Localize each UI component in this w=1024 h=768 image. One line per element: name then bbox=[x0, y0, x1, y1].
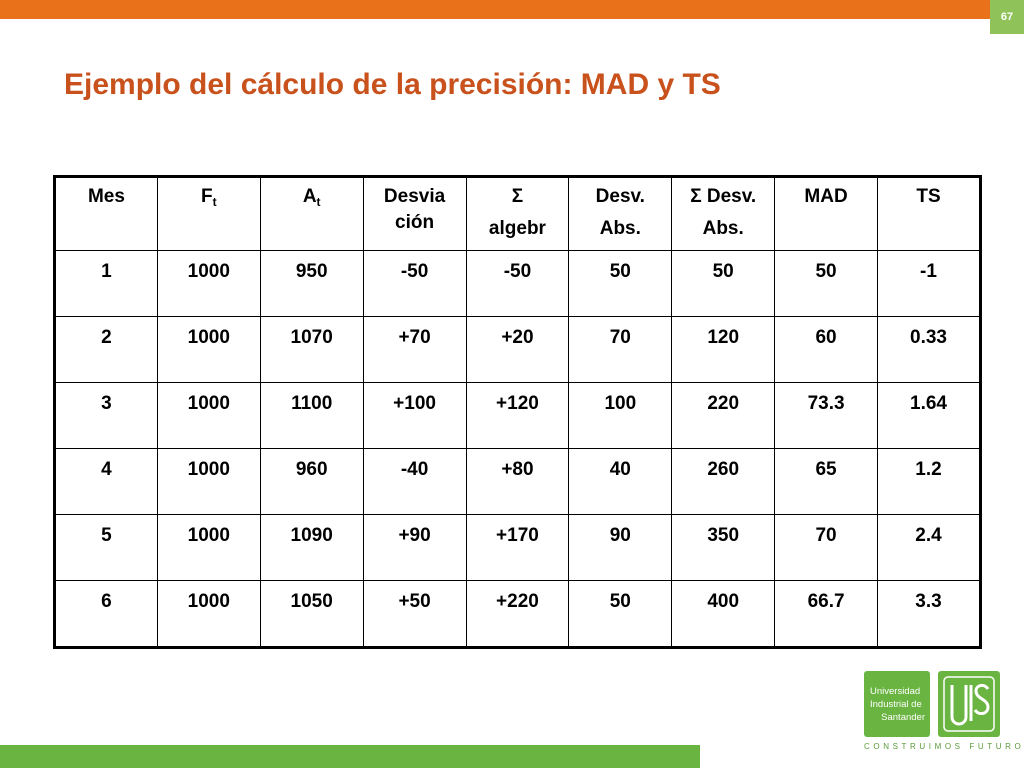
cell-at: 950 bbox=[260, 251, 363, 317]
cell-mes: 6 bbox=[55, 581, 158, 648]
bottom-accent-bar bbox=[0, 745, 700, 768]
header-desviacion: Desvia ción bbox=[363, 177, 466, 251]
cell-ft: 1000 bbox=[157, 317, 260, 383]
cell-at: 960 bbox=[260, 449, 363, 515]
cell-sigma-algebr: +170 bbox=[466, 515, 569, 581]
cell-mes: 4 bbox=[55, 449, 158, 515]
cell-mad: 70 bbox=[775, 515, 878, 581]
table-header-row bbox=[55, 177, 981, 251]
cell-mad: 66.7 bbox=[775, 581, 878, 648]
cell-desv-abs: 70 bbox=[569, 317, 672, 383]
page-number: 67 bbox=[990, 0, 1024, 34]
cell-mes: 1 bbox=[55, 251, 158, 317]
cell-sigma-algebr: -50 bbox=[466, 251, 569, 317]
table-row bbox=[55, 515, 981, 581]
cell-desviacion: +70 bbox=[363, 317, 466, 383]
cell-desviacion: +50 bbox=[363, 581, 466, 648]
logo-line: Santander bbox=[881, 711, 925, 723]
cell-at: 1100 bbox=[260, 383, 363, 449]
cell-mad: 50 bbox=[775, 251, 878, 317]
cell-sigma-desv-abs: 350 bbox=[672, 515, 775, 581]
cell-mes: 2 bbox=[55, 317, 158, 383]
cell-ft: 1000 bbox=[157, 383, 260, 449]
header-actual: $A_t$ bbox=[260, 177, 363, 251]
header-mad: MAD bbox=[775, 177, 878, 251]
cell-at: 1070 bbox=[260, 317, 363, 383]
cell-ft: 1000 bbox=[157, 449, 260, 515]
header-mes: Mes bbox=[55, 177, 158, 251]
cell-ts: 1.64 bbox=[878, 383, 981, 449]
table-row bbox=[55, 383, 981, 449]
cell-at: 1050 bbox=[260, 581, 363, 648]
cell-ft: 1000 bbox=[157, 251, 260, 317]
mad-ts-table bbox=[53, 175, 982, 649]
cell-ft: 1000 bbox=[157, 515, 260, 581]
cell-mes: 5 bbox=[55, 515, 158, 581]
cell-ts: -1 bbox=[878, 251, 981, 317]
logo-line: Universidad bbox=[870, 685, 921, 697]
cell-desviacion: -50 bbox=[363, 251, 466, 317]
cell-sigma-desv-abs: 50 bbox=[672, 251, 775, 317]
header-sigma-desv-abs: Σ Desv. Abs. bbox=[672, 177, 775, 251]
cell-sigma-desv-abs: 120 bbox=[672, 317, 775, 383]
top-accent-bar bbox=[0, 0, 990, 19]
slide-title: Ejemplo del cálculo de la precisión: MAD y TS bbox=[64, 68, 721, 101]
cell-sigma-desv-abs: 260 bbox=[672, 449, 775, 515]
cell-sigma-algebr: +120 bbox=[466, 383, 569, 449]
logo-tagline: CONSTRUIMOS FUTURO bbox=[864, 742, 1024, 751]
cell-desviacion: +90 bbox=[363, 515, 466, 581]
table-row bbox=[55, 581, 981, 648]
cell-desv-abs: 90 bbox=[569, 515, 672, 581]
cell-mes: 3 bbox=[55, 383, 158, 449]
cell-at: 1090 bbox=[260, 515, 363, 581]
logo-line: Industrial de bbox=[870, 698, 922, 710]
table-row bbox=[55, 449, 981, 515]
header-desv-abs: Desv. Abs. bbox=[569, 177, 672, 251]
header-forecast: $F_t$ bbox=[157, 177, 260, 251]
cell-ts: 0.33 bbox=[878, 317, 981, 383]
university-logo-text bbox=[864, 671, 930, 737]
cell-sigma-algebr: +220 bbox=[466, 581, 569, 648]
cell-sigma-algebr: +80 bbox=[466, 449, 569, 515]
table-row bbox=[55, 251, 981, 317]
cell-desv-abs: 50 bbox=[569, 581, 672, 648]
uis-logo-icon bbox=[938, 671, 1000, 737]
cell-mad: 60 bbox=[775, 317, 878, 383]
cell-sigma-desv-abs: 220 bbox=[672, 383, 775, 449]
cell-desviacion: +100 bbox=[363, 383, 466, 449]
cell-ts: 1.2 bbox=[878, 449, 981, 515]
header-sigma-algebr: Σ algebr bbox=[466, 177, 569, 251]
cell-ts: 3.3 bbox=[878, 581, 981, 648]
cell-mad: 73.3 bbox=[775, 383, 878, 449]
header-ts: TS bbox=[878, 177, 981, 251]
cell-ft: 1000 bbox=[157, 581, 260, 648]
cell-sigma-desv-abs: 400 bbox=[672, 581, 775, 648]
cell-sigma-algebr: +20 bbox=[466, 317, 569, 383]
cell-desv-abs: 40 bbox=[569, 449, 672, 515]
table-row bbox=[55, 317, 981, 383]
cell-desviacion: -40 bbox=[363, 449, 466, 515]
cell-mad: 65 bbox=[775, 449, 878, 515]
cell-desv-abs: 50 bbox=[569, 251, 672, 317]
cell-ts: 2.4 bbox=[878, 515, 981, 581]
cell-desv-abs: 100 bbox=[569, 383, 672, 449]
